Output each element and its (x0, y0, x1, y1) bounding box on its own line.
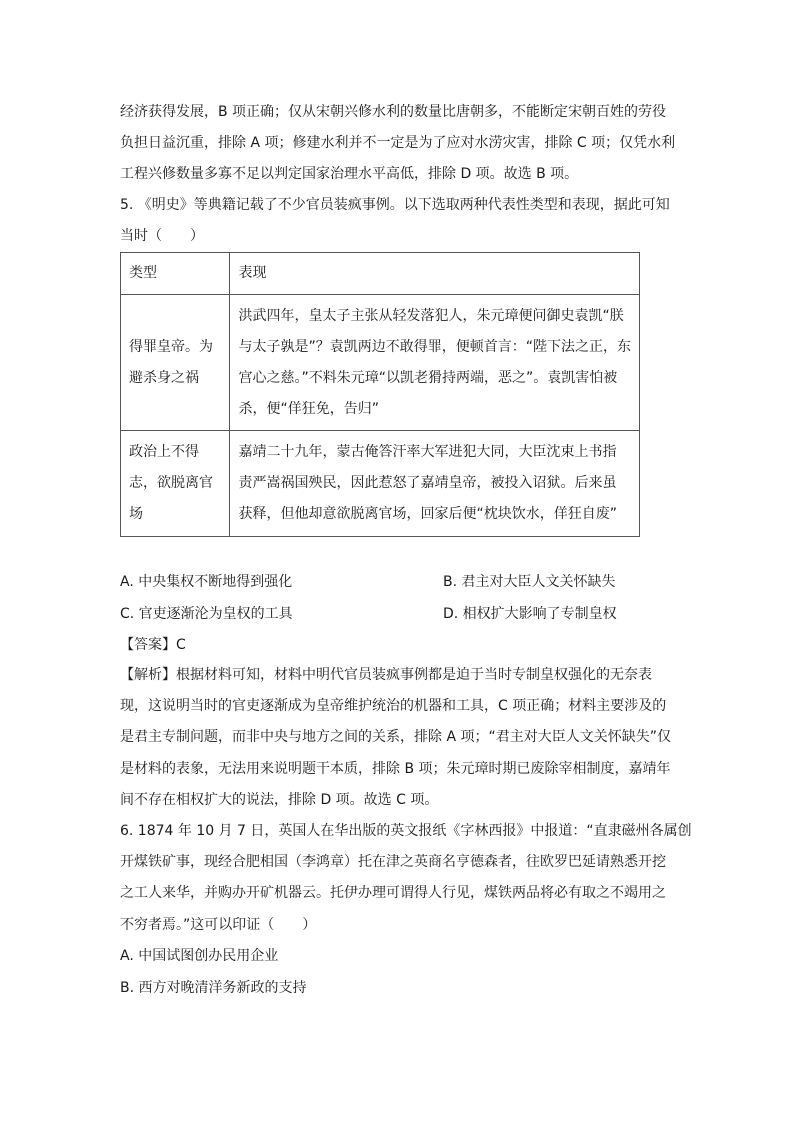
table-cell-desc (230, 431, 640, 537)
cell-line: 嘉靖二十九年，蒙古俺答汗率大军进犯大同，大臣沈束上书指 (238, 444, 617, 460)
table-header-desc: 表现 (230, 253, 640, 295)
cell-line: 场 (129, 506, 143, 522)
cell-line: 杀，便“佯狂免，告归” (238, 400, 379, 417)
table-cell-type (121, 431, 230, 537)
q5-analysis (120, 660, 676, 816)
q6-option-b: B. 西方对晚清洋务新政的支持 (120, 980, 307, 996)
q6-option-a: A. 中国试图创办民用企业 (120, 948, 279, 964)
cell-line: 得罪皇帝。为 (129, 338, 213, 355)
text-line: 【解析】根据材料可知，材料中明代官员装疯事例都是迫于当时专制皇权强化的无奈表 (120, 667, 652, 683)
table-row (121, 431, 640, 537)
text-line: 负担日益沉重，排除 A 项；修建水利并不一定是为了应对水涝灾害，排除 C 项；仅凭水利 (120, 135, 676, 152)
text-line: 6. 1874 年 10 月 7 日，英国人在华出版的英文报纸《字林西报》中报道：“直隶磁州各属创 (120, 823, 692, 839)
text-line: 开煤铁矿事，现经合肥相国（李鸿章）托在津之英商名亨德森者，往欧罗巴延请熟悉开挖 (120, 854, 666, 871)
cell-line: 洪武四年，皇太子主张从轻发落犯人，朱元璋便问御史袁凯“朕 (238, 307, 624, 324)
cell-line: 志，欲脱离官 (129, 475, 213, 491)
text-line: 不穷者焉。”这可以印证（ ） (120, 916, 317, 933)
table-cell-type (121, 295, 230, 431)
q5-option-c: C. 官吏逐渐沦为皇权的工具 (120, 606, 293, 622)
table-row (121, 295, 640, 431)
q5-stem (120, 190, 676, 252)
text-line: 是君主专制问题，而非中央与地方之间的关系，排除 A 项；“君主对大臣人文关怀缺失”仅 (120, 729, 671, 746)
cell-line: 政治上不得 (129, 444, 199, 460)
text-line: 现，这说明当时的官吏逐渐成为皇帝维护统治的机器和工具，C 项正确；材料主要涉及的 (120, 698, 667, 715)
text-line: 5. 《明史》等典籍记载了不少官员装疯事例。以下选取两种代表性类型和表现，据此可知 (120, 197, 670, 213)
q5-answer: 【答案】C (120, 637, 186, 653)
text-line: 之工人来华，并购办开矿机器云。托伊办理可谓得人行见，煤铁两品将必有取之不竭用之 (120, 885, 666, 902)
cell-line: 责严嵩祸国殃民，因此惹怒了嘉靖皇帝，被投入诏狱。后来虽 (238, 475, 617, 491)
q5-material-table (120, 252, 640, 537)
text-line: 经济获得发展，B 项正确；仅从宋朝兴修水利的数量比唐朝多，不能断定宋朝百姓的劳役 (120, 104, 667, 120)
table-cell-desc (230, 295, 640, 431)
q5-option-d: D. 相权扩大影响了专制皇权 (443, 606, 617, 622)
text-line: 间不存在相权扩大的说法，排除 D 项。故选 C 项。 (120, 791, 439, 808)
q6-stem (120, 816, 692, 941)
cell-line: 避杀身之祸 (129, 369, 199, 386)
cell-line: 获释，但他却意欲脱离官场，回家后便“枕块饮水，佯狂自废” (238, 506, 617, 522)
q5-option-b: B. 君主对大臣人文关怀缺失 (443, 574, 616, 590)
text-line: 是材料的表象，无法用来说明题干本质，排除 B 项；朱元璋时期已废除宰相制度，嘉靖年 (120, 760, 671, 777)
cell-line: 宫心之慈。”不料朱元璋“以凯老猾持两端，恶之”。袁凯害怕被 (238, 369, 618, 386)
text-line: 当时（ ） (120, 228, 204, 245)
cell-line: 与太子孰是”？袁凯两边不敢得罪，便顿首言：“陛下法之正，东 (238, 338, 631, 355)
q5-option-a: A. 中央集权不断地得到强化 (120, 574, 293, 590)
q4-analysis-continuation (120, 97, 676, 191)
text-line: 工程兴修数量多寡不足以判定国家治理水平高低，排除 D 项。故选 B 项。 (120, 166, 579, 183)
table-header-row (121, 253, 640, 295)
table-header-type: 类型 (121, 253, 230, 295)
